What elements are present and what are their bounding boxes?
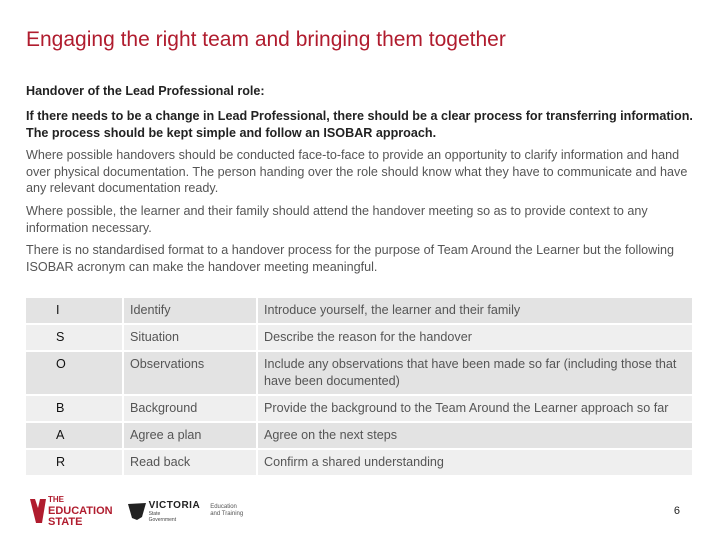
acronym-letter: S: [26, 325, 122, 350]
acronym-letter: I: [26, 298, 122, 323]
acronym-letter: A: [26, 423, 122, 448]
acronym-letter: R: [26, 450, 122, 475]
acronym-description: Describe the reason for the handover: [256, 325, 692, 350]
slide-title: Engaging the right team and bringing them together: [26, 28, 506, 51]
footer-logos: [28, 494, 243, 528]
acronym-description: Agree on the next steps: [256, 423, 692, 448]
victoria-map-icon: [127, 500, 147, 522]
acronym-letter: O: [26, 352, 122, 394]
acronym-letter: B: [26, 396, 122, 421]
education-state-wordmark: THE EDUCATION STATE: [48, 494, 113, 528]
table-row: [26, 450, 692, 475]
bold-paragraph: If there needs to be a change in Lead Professional, there should be a clear process for transferring information. The process should be kept simple and follow an ISOBAR approach.: [26, 108, 693, 140]
acronym-description: Provide the background to the Team Around the Learner approach so far: [256, 396, 692, 421]
education-state-mark-icon: [28, 496, 48, 526]
table-row: [26, 298, 692, 323]
acronym-term: Identify: [122, 298, 256, 323]
subheading: Handover of the Lead Professional role:: [26, 84, 265, 98]
paragraph: Where possible, the learner and their family should attend the handover meeting so as to provide context to any information necessary.: [26, 203, 648, 235]
table-row: [26, 325, 692, 350]
department-name: Education and Training: [210, 504, 244, 517]
acronym-description: Introduce yourself, the learner and their family: [256, 298, 692, 323]
victoria-wordmark: VICTORIA State Government: [148, 499, 201, 523]
acronym-term: Situation: [122, 325, 256, 350]
acronym-term: Agree a plan: [122, 423, 256, 448]
isobar-table: [26, 296, 692, 477]
acronym-term: Background: [122, 396, 256, 421]
acronym-description: Confirm a shared understanding: [256, 450, 692, 475]
page-number: 6: [673, 505, 680, 517]
table-row: [26, 352, 692, 394]
body-text: [26, 83, 694, 281]
acronym-description: Include any observations that have been made so far (including those that have been documented): [256, 352, 692, 394]
table-row: [26, 396, 692, 421]
paragraph: Where possible handovers should be conducted face-to-face to provide an opportunity to clarify information and hand over physical documentation. The person handing over the role should know what they have to communicate and have any relevant documentation ready.: [26, 147, 688, 196]
victoria-government-logo: [127, 500, 244, 523]
table-row: [26, 423, 692, 448]
education-state-logo: [28, 495, 113, 528]
acronym-term: Observations: [122, 352, 256, 394]
paragraph: There is no standardised format to a handover process for the purpose of Team Around the Learner but the following ISOBAR acronym can make the handover meeting meaningful.: [26, 242, 675, 274]
acronym-term: Read back: [122, 450, 256, 475]
